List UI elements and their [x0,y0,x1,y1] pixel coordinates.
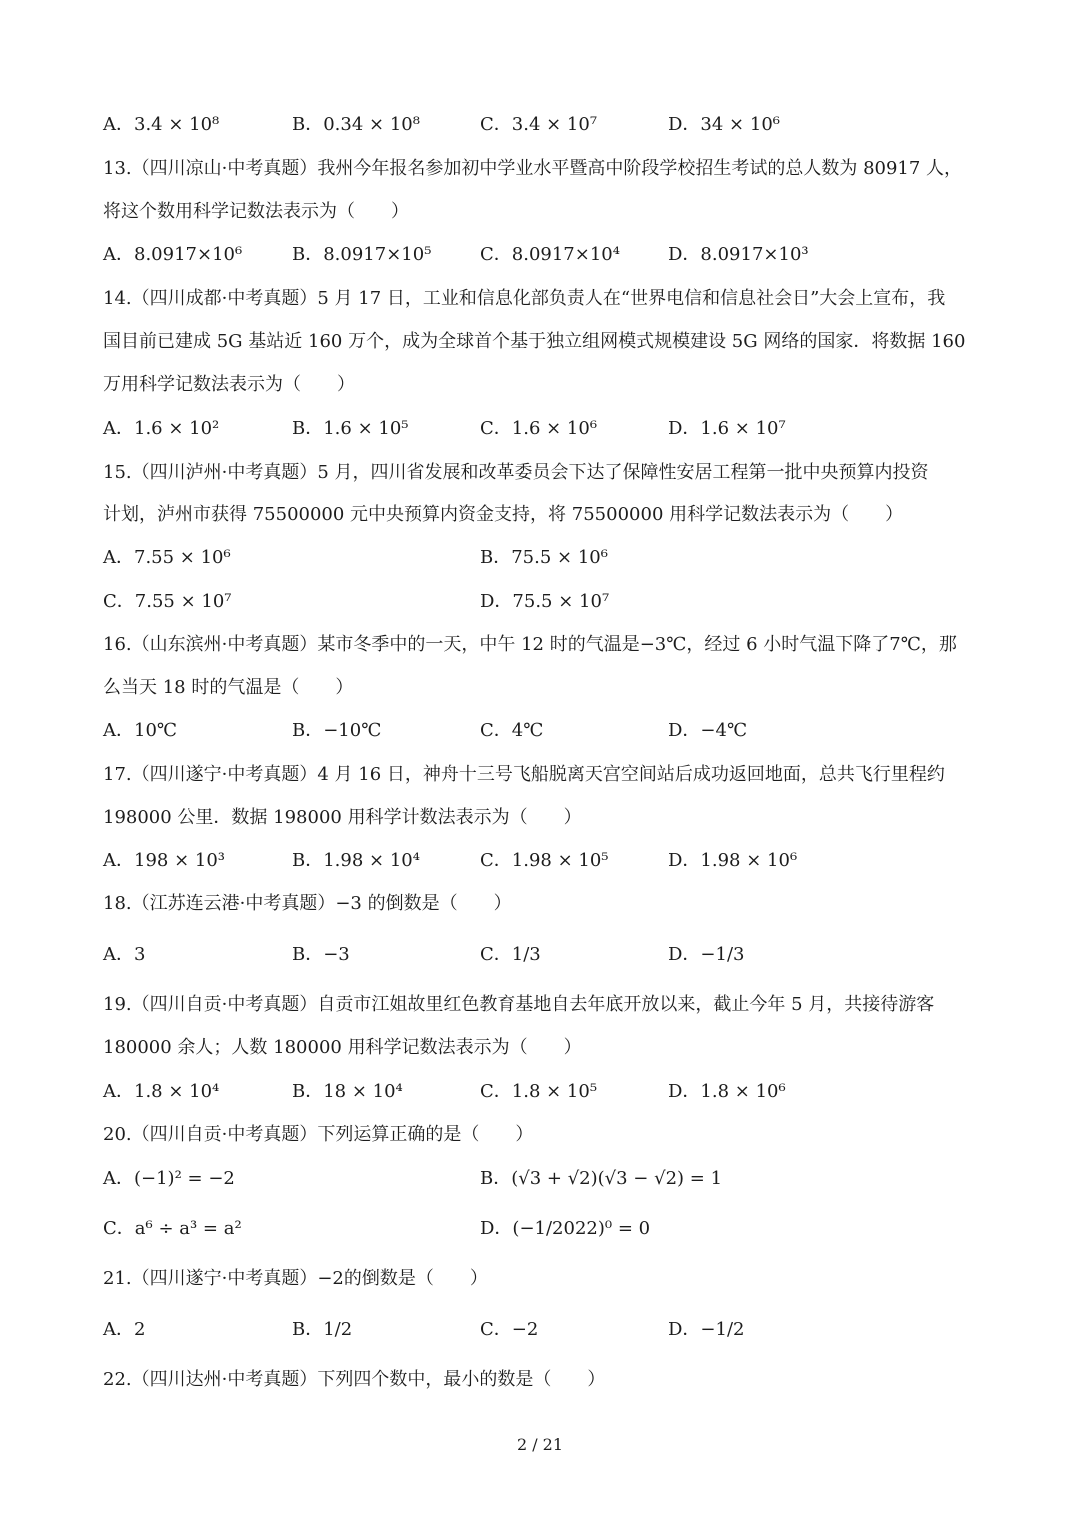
question-text-line: 万用科学记数法表示为（ ） [103,374,355,395]
question-text-line: 17.（四川遂宁·中考真题）4 月 16 日，神舟十三号飞船脱离天宫空间站后成功返回地面，总共飞行里程约 [103,764,945,785]
answer-option: C．3.4 × 10⁷ [480,114,598,135]
answer-option: D．−1/2 [668,1319,745,1340]
answer-option: D．−4℃ [668,720,748,741]
question-text-line: 21.（四川遂宁·中考真题）−2的倒数是（ ） [103,1268,488,1289]
answer-option: C．7.55 × 10⁷ [103,591,232,612]
question-text-line: 国目前已建成 5G 基站近 160 万个，成为全球首个基于独立组网模式规模建设 5G 网络的国家．将数据 160 [103,331,966,352]
answer-option: C．1/3 [480,944,541,965]
question-text-line: 13.（四川凉山·中考真题）我州今年报名参加初中学业水平暨高中阶段学校招生考试的总人数为 80917 人， [103,158,963,179]
question-text-line: 计划，泸州市获得 75500000 元中央预算内资金支持，将 75500000 用科学记数法表示为（ ） [103,504,904,525]
answer-option: B．75.5 × 10⁶ [480,547,608,568]
question-text-line: 180000 余人；人数 180000 用科学记数法表示为（ ） [103,1037,582,1058]
answer-option: B．−3 [292,944,350,965]
page-number: 2 / 21 [516,1435,564,1454]
answer-option: A．8.0917×10⁶ [103,244,243,265]
answer-option: C．8.0917×10⁴ [480,244,620,265]
question-text-line: 22.（四川达州·中考真题）下列四个数中，最小的数是（ ） [103,1369,606,1390]
answer-option: D．(−1/2022)⁰ = 0 [480,1218,651,1239]
answer-option: B．(√3 + √2)(√3 − √2) = 1 [480,1168,723,1189]
answer-option: A．1.8 × 10⁴ [103,1081,220,1102]
answer-option: A．1.6 × 10² [103,418,220,439]
answer-option: C．a⁶ ÷ a³ = a² [103,1218,242,1239]
answer-option: A．198 × 10³ [103,850,226,871]
question-text-line: 19.（四川自贡·中考真题）自贡市江姐故里红色教育基地自去年底开放以来，截止今年 5 月，共接待游客 [103,994,935,1015]
answer-option: C．1.8 × 10⁵ [480,1081,598,1102]
answer-option: D．34 × 10⁶ [668,114,780,135]
question-text-line: 18.（江苏连云港·中考真题）−3 的倒数是（ ） [103,893,512,914]
answer-option: D．75.5 × 10⁷ [480,591,610,612]
question-text-line: 15.（四川泸州·中考真题）5 月，四川省发展和改革委员会下达了保障性安居工程第一批中央预算内投资 [103,462,929,483]
question-text-line: 198000 公里．数据 198000 用科学计数法表示为（ ） [103,807,582,828]
answer-option: B．−10℃ [292,720,382,741]
answer-option: A．(−1)² = −2 [103,1168,235,1189]
answer-option: D．1.8 × 10⁶ [668,1081,786,1102]
question-text-line: 么当天 18 时的气温是（ ） [103,677,354,698]
question-text-line: 将这个数用科学记数法表示为（ ） [103,201,409,222]
question-text-line: 14.（四川成都·中考真题）5 月 17 日，工业和信息化部负责人在“世界电信和信息社会日”大会上宣布，我 [103,288,946,309]
answer-option: A．3.4 × 10⁸ [103,114,220,135]
answer-option: C．1.98 × 10⁵ [480,850,609,871]
answer-option: D．1.98 × 10⁶ [668,850,798,871]
answer-option: B．18 × 10⁴ [292,1081,403,1102]
answer-option: D．8.0917×10³ [668,244,809,265]
answer-option: D．−1/3 [668,944,745,965]
answer-option: D．1.6 × 10⁷ [668,418,786,439]
answer-option: C．−2 [480,1319,539,1340]
answer-option: A．2 [103,1319,146,1340]
answer-option: C．4℃ [480,720,544,741]
answer-option: B．1.98 × 10⁴ [292,850,420,871]
question-text-line: 16.（山东滨州·中考真题）某市冬季中的一天，中午 12 时的气温是−3℃，经过 6 小时气温下降了7℃，那 [103,634,957,655]
answer-option: A．10℃ [103,720,178,741]
answer-option: B．1/2 [292,1319,353,1340]
answer-option: C．1.6 × 10⁶ [480,418,598,439]
question-text-line: 20.（四川自贡·中考真题）下列运算正确的是（ ） [103,1124,534,1145]
answer-option: A．3 [103,944,146,965]
answer-option: B．0.34 × 10⁸ [292,114,420,135]
answer-option: B．8.0917×10⁵ [292,244,432,265]
answer-option: B．1.6 × 10⁵ [292,418,409,439]
answer-option: A．7.55 × 10⁶ [103,547,231,568]
